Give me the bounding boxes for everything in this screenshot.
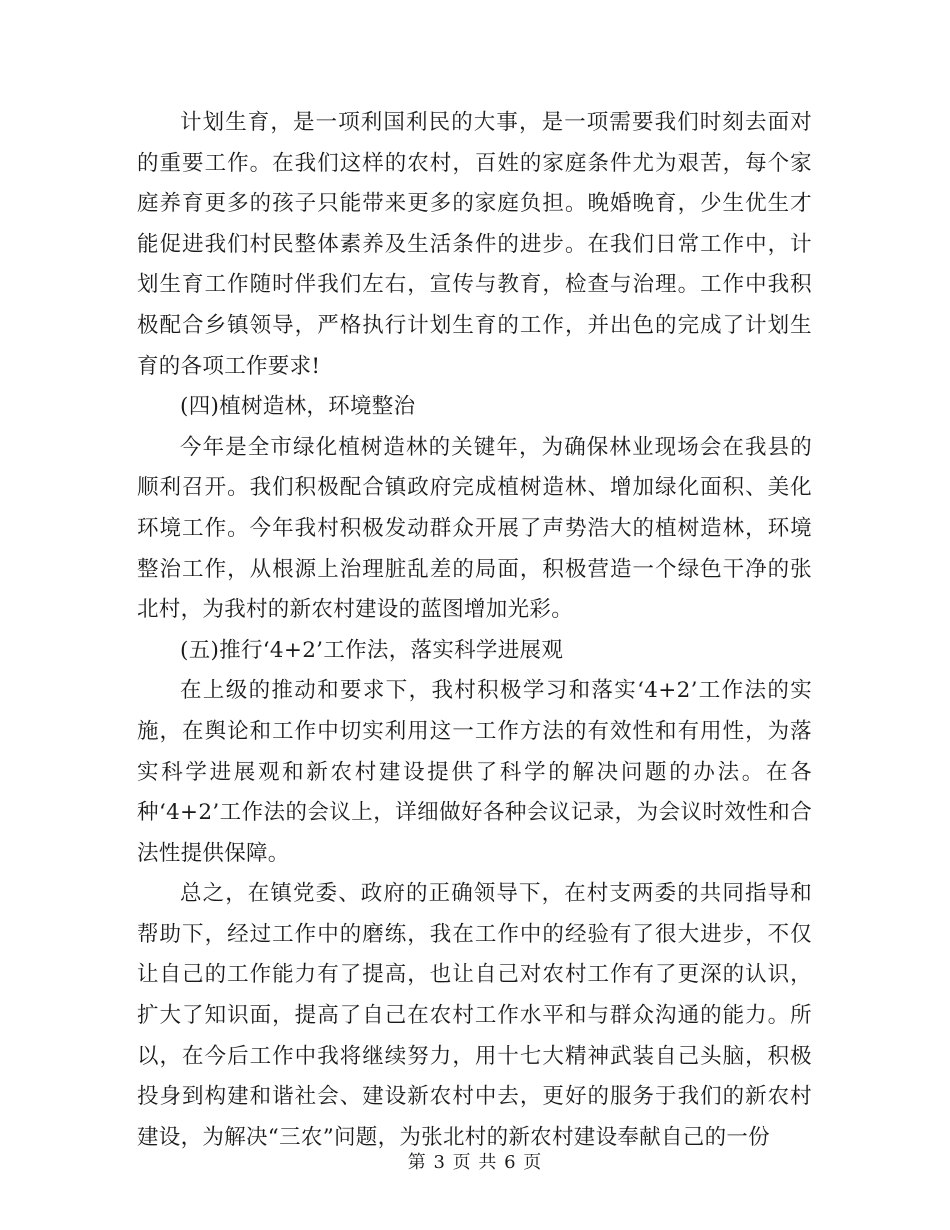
page-number-footer: 第 3 页 共 6 页	[407, 1152, 543, 1173]
document-body	[137, 103, 812, 1158]
paragraph-family-planning: 计划生育，是一项利国利民的大事，是一项需要我们时刻去面对的重要工作。在我们这样的农村，百姓的家庭条件尤为艰苦，每个家庭养育更多的孩子只能带来更多的家庭负担。晚婚晚育，少生优生才能促进我们村民整体素养及生活条件的进步。在我们日常工作中，计划生育工作随时伴我们左右，宣传与教育，检查与治理。工作中我积极配合乡镇领导，严格执行计划生育的工作，并出色的完成了计划生育的各项工作要求!	[137, 110, 812, 379]
section-heading-4plus2-method: (五)推行‘4+2’工作法，落实科学进展观	[180, 637, 564, 663]
paragraph-4plus2-method: 在上级的推动和要求下，我村积极学习和落实‘4+2’工作法的实施，在舆论和工作中切实利用这一工作方法的有效性和有用性，为落实科学进展观和新农村建设提供了科学的解决问题的办法。在各种‘4+2’工作法的会议上，详细做好各种会议记录，为会议时效性和合法性提供保障。	[137, 678, 812, 866]
paragraph-afforestation: 今年是全市绿化植树造林的关键年，为确保林业现场会在我县的顺利召开。我们积极配合镇政府完成植树造林、增加绿化面积、美化环境工作。今年我村积极发动群众开展了声势浩大的植树造林，环境整治工作，从根源上治理脏乱差的局面，积极营造一个绿色干净的张北村，为我村的新农村建设的蓝图增加光彩。	[137, 434, 812, 623]
paragraph-conclusion: 总之，在镇党委、政府的正确领导下，在村支两委的共同指导和帮助下，经过工作中的磨练，我在工作中的经验有了很大进步，不仅让自己的工作能力有了提高，也让自己对农村工作有了更深的认识，扩大了知识面，提高了自己在农村工作水平和与群众沟通的能力。所以，在今后工作中我将继续努力，用十七大精神武装自己头脑，积极投身到构建和谐社会、建设新农村中去，更好的服务于我们的新农村建设，为解决“三农”问题，为张北村的新农村建设奉献自己的一份	[137, 881, 812, 1150]
section-heading-afforestation: (四)植树造林，环境整治	[180, 394, 416, 420]
